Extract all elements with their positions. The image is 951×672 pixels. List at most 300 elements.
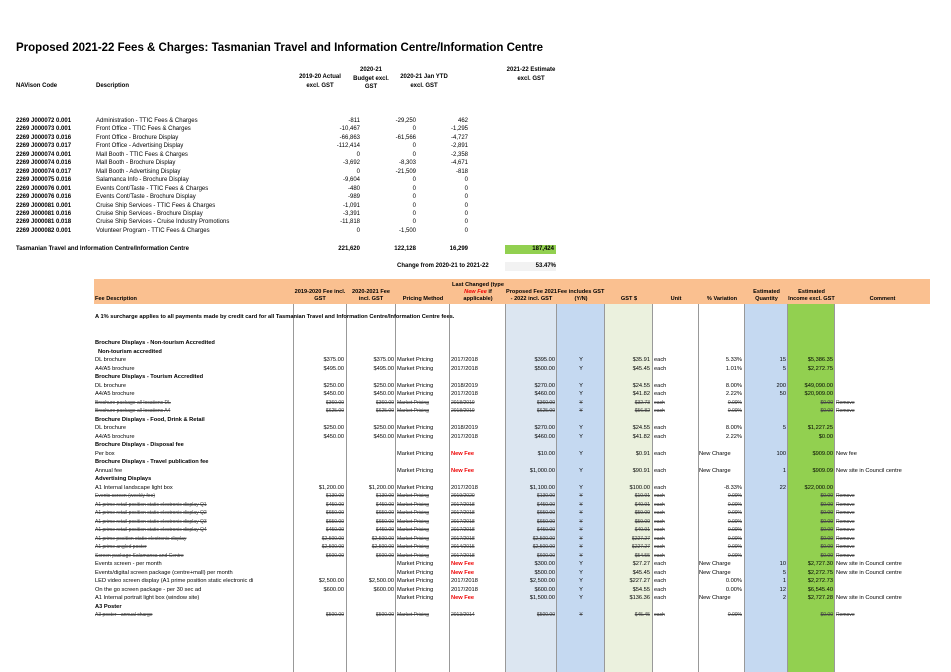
fee-row [94,484,930,493]
section-header [94,603,930,612]
header-ytd: 2020-21 Jan YTD excl. GST [400,74,448,89]
quantity: 2 [782,595,786,601]
gst-amount: $227.27 [631,535,650,542]
last-changed: New Fee [451,561,475,567]
unit: each [654,518,665,525]
summary-ytd: 0 [464,194,468,201]
total-actual: 221,620 [338,246,360,252]
fee-row [94,509,930,518]
summary-code: 2269 J000076 0.001 [16,185,72,192]
quantity: 5 [782,425,786,431]
last-changed-post: if applicable) [463,289,493,302]
header-navison-code: NAVison Code [16,83,58,89]
fee-description: A1 Internal portrait light box (window site) [95,595,200,601]
summary-ytd: -4,727 [450,134,468,141]
variation: 0.00% [727,527,742,533]
estimated-income: $22,000.00 [804,484,833,491]
fee-row [94,407,930,416]
variation: 1.01% [725,365,742,372]
summary-description: Salamanca Info - Brochure Display [96,177,189,184]
comment: Remove [836,612,855,618]
fee-row [94,399,930,408]
variation: 5.33% [725,357,742,363]
proposed-fee: $2,500.00 [532,535,555,542]
summary-description: Cruise Ship Services - Cruise Industry Promotions [96,219,230,226]
unit: each [654,595,667,601]
quantity: 22 [779,484,786,491]
proposed-fee: $270.00 [534,382,555,389]
pricing-method: Market Pricing [397,493,429,499]
fee-description: Brochure Displays - Travel publication fee [95,459,209,465]
fee-description: A3 poster - annual charge [95,612,153,618]
summary-code: 2269 J000082 0.001 [16,227,72,234]
header-description: Description [96,83,130,89]
fee-2020: $250.00 [373,382,394,389]
fee-2019: $360.00 [325,399,344,406]
fee-row [94,560,930,569]
summary-description: Cruise Ship Services - Brochure Display [96,210,203,217]
fee-description: Brochure package all locations DL [95,399,171,406]
pricing-method: Market Pricing [397,425,434,431]
total-ytd: 16,299 [449,246,468,252]
gst-included: Y [579,595,583,601]
variation: 0.00% [727,544,742,550]
comment: New site in Council centre [836,595,902,601]
unit: each [654,433,667,440]
fee-2020: $2,500.00 [371,544,394,550]
pricing-method: Market Pricing [397,365,434,372]
variation: 8.00% [725,382,742,389]
summary-code: 2269 J000081 0.001 [16,202,72,209]
proposed-fee: $600.00 [534,586,555,593]
unit: each [654,544,665,550]
fee-2020: $360.00 [375,399,394,406]
gst-amount: $0.91 [635,450,650,457]
proposed-fee: $450.00 [536,527,555,533]
fee-description: Non-tourism accredited [98,348,162,355]
fee-2020: $625.00 [375,408,394,414]
col-comment: Comment [869,296,896,302]
summary-ytd: -1,295 [450,126,468,133]
estimated-income: $0.00 [820,399,833,406]
last-changed: 2017/2018 [451,535,475,542]
unit: each [654,408,665,414]
last-changed: 2017/2018 [451,484,478,491]
fee-description: Advertising Displays [95,476,152,482]
fee-row [94,586,930,595]
pricing-method: Market Pricing [397,535,429,542]
fee-2020: $2,500.00 [368,578,394,584]
gst-amount: $100.00 [629,484,650,491]
proposed-fee: $500.00 [534,569,555,576]
pricing-method: Market Pricing [397,544,429,550]
gst-included: Y [579,382,583,389]
gst-amount: $40.91 [634,501,650,508]
comment: Remove [836,399,855,406]
fee-description: A1 prime retail position static electronic display Q2 [95,510,207,516]
gst-amount: $32.73 [634,399,650,406]
header-actual: 2019-20 Actual excl. GST [299,74,341,89]
quantity: 5 [782,569,786,576]
proposed-fee: $130.00 [536,493,555,499]
summary-code: 2269 J000074 0.017 [16,168,72,175]
summary-description: Front Office - Brochure Display [96,134,179,141]
fee-2019: $500.00 [325,612,344,618]
summary-budget: -29,250 [395,118,416,124]
gst-included: Y [579,467,583,474]
summary-code: 2269 J000076 0.016 [16,194,72,201]
proposed-fee: $500.00 [534,365,555,372]
pricing-method: Market Pricing [397,552,429,559]
col-fee-description: Fee Description [95,296,137,302]
proposed-fee: $650.00 [536,510,555,516]
last-changed: 2014/2015 [451,544,475,550]
fee-2019: $450.00 [325,501,344,508]
last-changed: 2017/2018 [451,357,478,363]
summary-description: Front Office - Advertising Display [96,143,184,150]
summary-actual: -3,692 [342,160,360,167]
variation: New Charge [699,561,731,567]
summary-row [16,193,556,201]
summary-actual: -480 [347,185,360,192]
summary-actual: -989 [347,194,360,201]
fee-description: A1 Internal landscape light box [95,484,173,491]
fee-2019: $250.00 [323,425,344,431]
summary-code: 2269 J000081 0.016 [16,210,72,217]
fee-2020: $2,500.00 [371,535,394,542]
summary-budget: -61,566 [395,134,416,141]
gst-included: Y [579,433,583,440]
summary-row [16,142,556,150]
fee-description: Screen package Salamanca and Centre [95,552,184,559]
summary-ytd: 0 [464,202,468,209]
proposed-fee: $1,500.00 [529,595,555,601]
unit: each [654,382,667,389]
summary-row [16,227,556,235]
summary-ytd: -2,891 [450,143,468,150]
summary-row [16,168,556,176]
fee-description: Annual fee [95,467,123,474]
summary-row [16,159,556,167]
fee-row [94,501,930,510]
proposed-fee: $450.00 [536,501,555,508]
comment: Remove [836,510,855,516]
gst-included: Y [579,357,583,363]
fee-row [94,552,930,561]
variation: 8.00% [725,425,742,431]
variation: 0.00% [727,510,742,516]
variation: New Charge [699,450,731,457]
col-income: Estimated Income excl. GST [788,289,835,302]
fee-description: Per box [95,450,115,457]
summary-budget: 0 [412,185,416,192]
section-header [94,441,930,450]
last-changed: 2018/2019 [451,425,478,431]
gst-included: Y [579,510,583,516]
pricing-method: Market Pricing [397,527,429,533]
summary-budget: 0 [412,143,416,150]
unit: each [654,484,667,491]
comment: Remove [836,493,855,499]
fee-description: On the go screen package - per 30 sec ad [95,586,202,593]
unit: each [654,578,667,584]
gst-included: Y [579,535,583,542]
col-variation: % Variation [706,296,738,302]
summary-description: Volunteer Program - TTIC Fees & Charges [96,227,210,234]
pricing-method: Market Pricing [397,612,429,618]
summary-actual: 0 [356,168,360,175]
summary-row [16,117,556,125]
summary-description: Mall Booth - Advertising Display [96,168,181,175]
fee-row [94,611,930,620]
section-header [94,339,930,348]
summary-ytd: 0 [464,177,468,184]
gst-included: Y [579,391,583,397]
last-changed: 2017/2018 [451,433,478,440]
fee-row [94,543,930,552]
unit: each [654,493,665,499]
fee-2019: $650.00 [325,510,344,516]
last-changed: 2017/2018 [451,578,478,584]
estimated-income: $0.00 [818,433,833,440]
fee-2020: $600.00 [373,586,394,593]
gst-amount: $90.91 [632,467,650,474]
unit: each [654,552,665,559]
fee-description: A4/A5 brochure [95,433,135,440]
comment: Remove [836,544,855,550]
fee-row [94,535,930,544]
fee-2019: $495.00 [323,365,344,372]
summary-description: Administration - TTIC Fees & Charges [96,118,198,124]
fee-row [94,382,930,391]
estimated-income: $0.00 [820,544,833,550]
fee-description: DL brochure [95,382,127,389]
summary-actual: -66,863 [339,134,360,141]
comment: Remove [836,501,855,508]
gst-amount: $54.55 [632,586,650,593]
gst-amount: $35.91 [632,357,650,363]
proposed-fee: $500.00 [536,612,555,618]
comment: Remove [836,552,855,559]
summary-ytd: -4,671 [450,160,468,167]
summary-code: 2269 J000073 0.016 [16,134,72,141]
fee-description: Events/digital screen package (centre+mall) per month [95,569,233,576]
fee-2020: $1,200.00 [368,484,394,491]
summary-ytd: 0 [464,227,468,234]
variation: New Charge [699,569,731,576]
variation: 0.00% [727,518,742,525]
summary-code: 2269 J000072 0.001 [16,118,72,124]
gst-amount: $24.55 [632,382,650,389]
last-changed: New Fee [451,467,475,474]
summary-budget: 0 [412,210,416,217]
estimated-income: $0.00 [820,552,833,559]
unit: each [654,357,667,363]
last-changed: 2017/2018 [451,365,478,372]
quantity: 100 [776,450,786,457]
summary-description: Events Cont/Taste - TTIC Fees & Charges [96,185,209,192]
last-changed: 2017/2018 [451,527,475,533]
summary-budget: 0 [412,202,416,209]
estimated-income: $909.00 [812,450,833,457]
gst-included: Y [579,365,583,372]
total-budget: 122,128 [394,246,416,252]
pricing-method: Market Pricing [397,450,434,457]
summary-code: 2269 J000074 0.001 [16,151,72,158]
variation: 2.22% [725,391,742,397]
fee-description: A1 prime angled poster [95,544,147,550]
fee-row [94,467,930,476]
variation: 0.00% [727,612,742,618]
unit: each [654,450,667,457]
proposed-fee: $600.00 [536,552,555,559]
last-changed-new: New Fee [464,289,487,295]
unit: each [654,365,667,372]
fee-description: LED video screen display (A1 prime position static electronic di [95,578,254,584]
page-title: Proposed 2021-22 Fees & Charges: Tasmanian Travel and Information Centre/Information Centre [16,42,544,54]
quantity: 50 [779,391,786,397]
total-estimate: 187,424 [532,246,554,252]
last-changed: 2019/2020 [451,493,475,499]
total-label: Tasmanian Travel and Information Centre/Information Centre [16,246,189,252]
fee-table-header [94,279,930,304]
unit: each [654,569,667,576]
summary-actual: -1,091 [342,202,360,209]
pricing-method: Market Pricing [397,578,434,584]
unit: each [654,391,667,397]
change-value: 53.47% [505,262,556,271]
variation: New Charge [699,467,731,474]
summary-code: 2269 J000081 0.018 [16,219,72,226]
last-changed: 2013/2014 [451,612,475,618]
gst-amount: $45.45 [632,365,650,372]
fee-description: A4/A5 brochure [95,365,135,372]
gst-amount: $24.55 [632,425,650,431]
quantity: 15 [779,357,786,363]
variation: -8.33% [723,484,742,491]
unit: each [654,399,665,406]
pricing-method: Market Pricing [397,433,434,440]
fee-2019: $250.00 [323,382,344,389]
gst-included: Y [579,544,583,550]
gst-amount: $59.09 [634,518,650,525]
fee-row [94,365,930,374]
variation: 0.00% [727,535,742,542]
comment: Remove [836,518,855,525]
estimated-income: $0.00 [820,501,833,508]
pricing-method: Market Pricing [397,408,429,414]
proposed-fee: $360.00 [536,399,555,406]
last-changed: 2018/2019 [451,382,478,389]
fee-description: A3 Poster [95,603,122,610]
fee-row [94,424,930,433]
last-changed-pre: Last Changed (type [452,282,504,288]
unit: each [654,527,665,533]
summary-budget: -8,303 [398,160,416,167]
fee-row [94,594,930,603]
proposed-fee: $2,500.00 [532,544,555,550]
gst-included: Y [579,493,583,499]
summary-budget: 0 [412,151,416,158]
gst-amount: $59.09 [634,510,650,516]
gst-amount: $41.82 [632,433,650,440]
gst-included: Y [579,527,583,533]
fee-description: DL brochure [95,357,127,363]
variation: 0.00% [727,493,742,499]
pricing-method: Market Pricing [397,399,429,406]
gst-amount: $136.36 [629,595,650,601]
proposed-fee: $2,500.00 [529,578,555,584]
summary-budget: 0 [412,194,416,201]
section-header [94,348,930,357]
summary-description: Cruise Ship Services - TTIC Fees & Charges [96,202,216,209]
unit: each [654,535,665,542]
summary-row [16,176,556,184]
estimated-income: $49,090.00 [804,382,833,389]
fee-row [94,518,930,527]
summary-actual: 0 [356,151,360,158]
fee-table [94,279,930,672]
fee-2020: $450.00 [373,433,394,440]
summary-row [16,202,556,210]
estimated-income: $5,386.35 [807,357,833,363]
header-estimate: 2021-22 Estimate excl. GST [506,67,556,82]
summary-budget: 0 [412,126,416,133]
gst-amount: $45.45 [634,612,650,618]
estimated-income: $6,545.40 [807,586,833,593]
comment: Remove [836,408,855,414]
fee-2019: $130.00 [325,493,344,499]
summary-code: 2269 J000073 0.017 [16,143,72,150]
fee-2020: $375.00 [373,357,394,363]
estimated-income: $1,227.25 [807,425,833,431]
summary-ytd: -818 [455,168,468,175]
comment: Remove [836,535,855,542]
fee-row [94,433,930,442]
gst-included: Y [579,578,583,584]
estimated-income: $0.00 [820,510,833,516]
fee-description: Events screen - per month [95,561,162,567]
gst-included: Y [579,399,583,406]
summary-total-row [16,245,556,254]
gst-included: Y [579,484,583,491]
fee-description: Brochure Displays - Disposal fee [95,442,184,448]
col-gst-yn: Fee includes GST (Y/N) [557,289,605,302]
estimated-income: $0.00 [820,408,833,414]
gst-amount: $227.27 [631,544,650,550]
summary-ytd: 462 [457,118,468,124]
summary-ytd: -2,358 [450,151,468,158]
variation: 2.22% [725,433,742,440]
summary-row [16,125,556,133]
estimated-income: $2,272.75 [807,365,833,372]
last-changed: 2017/2018 [451,552,475,559]
estimated-income: $909.09 [812,467,833,474]
col-fee-2020: 2020-2021 Fee incl. GST [352,289,390,302]
summary-budget: -1,500 [398,227,416,234]
fee-description: A4/A5 brochure [95,391,135,397]
summary-description: Events Cont/Taste - Brochure Display [96,194,196,201]
last-changed: 2017/2018 [451,586,478,593]
gst-amount: $45.45 [632,569,650,576]
pricing-method: Market Pricing [397,561,434,567]
fee-description: A1 prime retail position static electronic display Q4 [95,527,207,533]
col-proposed-fee: Proposed Fee 2021 - 2022 incl. GST [506,289,557,302]
fee-row [94,569,930,578]
fee-description: Brochure package all locations A4 [95,408,171,414]
pricing-method: Market Pricing [397,518,429,525]
section-header [94,475,930,484]
